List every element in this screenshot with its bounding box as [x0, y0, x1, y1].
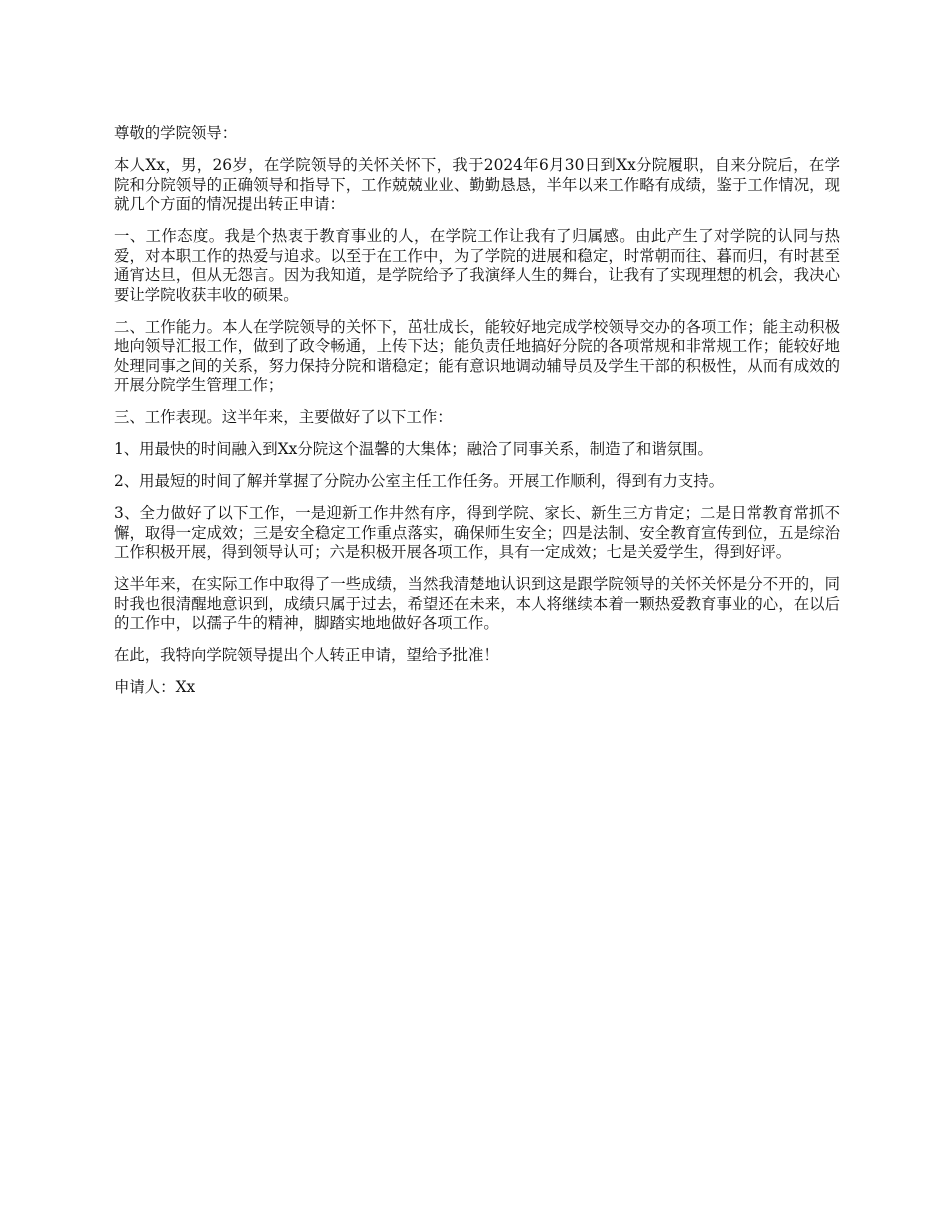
salutation: 尊敬的学院领导： [114, 124, 238, 142]
paragraph-work-ability: 二、工作能力。本人在学院领导的关怀下，茁壮成长，能较好地完成学校领导交办的各项工作；能主动积极地向领导汇报工作，做到了政令畅通，上传下达；能负责任地搞好分院的各项常规和非常规工作；能较好地处理同事之间的关系，努力保持分院和谐稳定；能有意识地调动辅导员及学生干部的积极性，从而有成效的开展分院学生管理工作； [114, 317, 840, 394]
paragraph-request: 在此，我特向学院领导提出个人转正申请，望给予批准！ [114, 646, 499, 664]
paragraph-work-attitude: 一、工作态度。我是个热衷于教育事业的人，在学院工作让我有了归属感。由此产生了对学院的认同与热爱，对本职工作的热爱与追求。以至于在工作中，为了学院的进展和稳定，时常朝而往、暮而归，有时甚至通宵达旦，但从无怨言。因为我知道，是学院给予了我演绎人生的舞台，让我有了实现理想的机会，我决心要让学院收获丰收的硕果。 [114, 227, 840, 304]
paragraph-item-2: 2、用最短的时间了解并掌握了分院办公室主任工作任务。开展工作顺利，得到有力支持。 [114, 472, 725, 490]
document-page [114, 124, 840, 698]
paragraph-item-3: 3、全力做好了以下工作，一是迎新工作井然有序，得到学院、家长、新生三方肯定；二是日常教育常抓不懈，取得一定成效；三是安全稳定工作重点落实，确保师生安全；四是法制、安全教育宣传到位，五是综治工作积极开展，得到领导认可；六是积极开展各项工作，具有一定成效；七是关爱学生，得到好评。 [114, 504, 840, 561]
signature: 申请人：Xx [114, 678, 196, 696]
paragraph-intro: 本人Xx，男，26岁，在学院领导的关怀关怀下，我于2024年6月30日到Xx分院履职，自来分院后，在学院和分院领导的正确领导和指导下，工作兢兢业业、勤勤恳恳，半年以来工作略有成绩，鉴于工作情况，现就几个方面的情况提出转正申请： [114, 156, 840, 213]
paragraph-item-1: 1、用最快的时间融入到Xx分院这个温馨的大集体；融洽了同事关系，制造了和谐氛围。 [114, 440, 713, 458]
paragraph-summary: 这半年来，在实际工作中取得了一些成绩，当然我清楚地认识到这是跟学院领导的关怀关怀是分不开的，同时我也很清醒地意识到，成绩只属于过去，希望还在未来，本人将继续本着一颗热爱教育事业的心，在以后的工作中，以孺子牛的精神，脚踏实地地做好各项工作。 [114, 575, 840, 632]
paragraph-work-performance-heading: 三、工作表现。这半年来，主要做好了以下工作： [114, 408, 453, 426]
